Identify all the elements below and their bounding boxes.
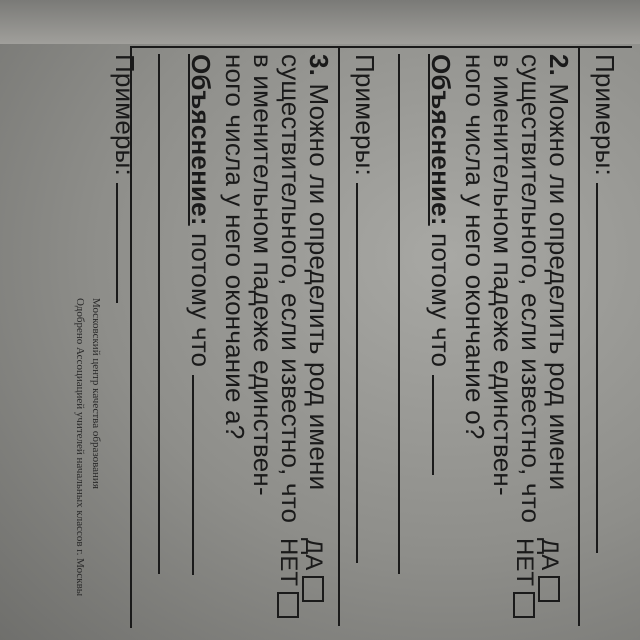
q3-no-checkbox[interactable] (278, 592, 300, 618)
q3-explanation-row (188, 54, 214, 575)
q2-examples-label: Примеры: (350, 54, 380, 176)
q2-yes-label: ДА (536, 538, 563, 571)
q2-option-yes[interactable] (537, 538, 562, 618)
q3-examples-row (112, 54, 138, 303)
q2-explanation-line2[interactable] (398, 54, 400, 574)
q2-number: 2. (544, 54, 574, 77)
q3-line1 (306, 54, 332, 490)
separator-line (338, 46, 340, 626)
publisher-footer (72, 298, 104, 596)
q3-option-yes[interactable] (301, 538, 326, 618)
q3-examples-answer-line[interactable] (116, 183, 138, 303)
q3-no-label: НЕТ (275, 538, 302, 586)
q2-text-line4: ного числа у него окончание о? (460, 54, 490, 440)
q3-explanation-text: потому что (186, 225, 216, 368)
q3-yes-checkbox[interactable] (303, 576, 325, 602)
q3-explanation-answer-line[interactable] (192, 375, 214, 575)
worksheet-page (72, 8, 632, 608)
q2-line1 (546, 54, 572, 490)
q2-no-checkbox[interactable] (514, 592, 536, 618)
q2-explanation-text: потому что (426, 225, 456, 368)
q2-explanation-answer-line[interactable] (432, 375, 454, 475)
q3-options (276, 538, 326, 618)
q2-option-no[interactable] (512, 538, 537, 618)
q3-number: 3. (304, 54, 334, 77)
q3-examples-label: Примеры: (110, 54, 140, 176)
q2-examples-answer-line[interactable] (356, 183, 378, 563)
q3-text-line2: существительного, если известно, что (276, 54, 306, 524)
q2-text-line2: существительного, если известно, что (516, 54, 546, 524)
top-examples-answer-line[interactable] (596, 183, 618, 553)
q3-text-line4: ного числа у него окончание а? (220, 54, 250, 440)
top-examples-row (592, 54, 618, 553)
separator-line (578, 46, 580, 626)
q2-explanation-row (428, 54, 454, 475)
q2-explanation-label: Объяснение: (426, 54, 456, 226)
q3-yes-label: ДА (300, 538, 327, 571)
q3-text-line1: Можно ли определить род имени (304, 83, 334, 491)
top-examples-label: Примеры: (590, 54, 620, 176)
footer-line1: Московский центр качества образования (90, 298, 102, 489)
q2-yes-checkbox[interactable] (539, 576, 561, 602)
q2-text-line3: в именительном падеже единствен- (488, 54, 518, 496)
footer-line2: Одобрено Ассоциацией учителей начальных классов г. Москвы (74, 298, 86, 597)
q2-options (512, 538, 562, 618)
q2-examples-row (352, 54, 378, 563)
q3-explanation-line2[interactable] (158, 54, 160, 574)
q3-option-no[interactable] (276, 538, 301, 618)
q2-text-line1: Можно ли определить род имени (544, 83, 574, 491)
q3-explanation-label: Объяснение: (186, 54, 216, 226)
q2-no-label: НЕТ (511, 538, 538, 586)
q3-text-line3: в именительном падеже единствен- (248, 54, 278, 496)
